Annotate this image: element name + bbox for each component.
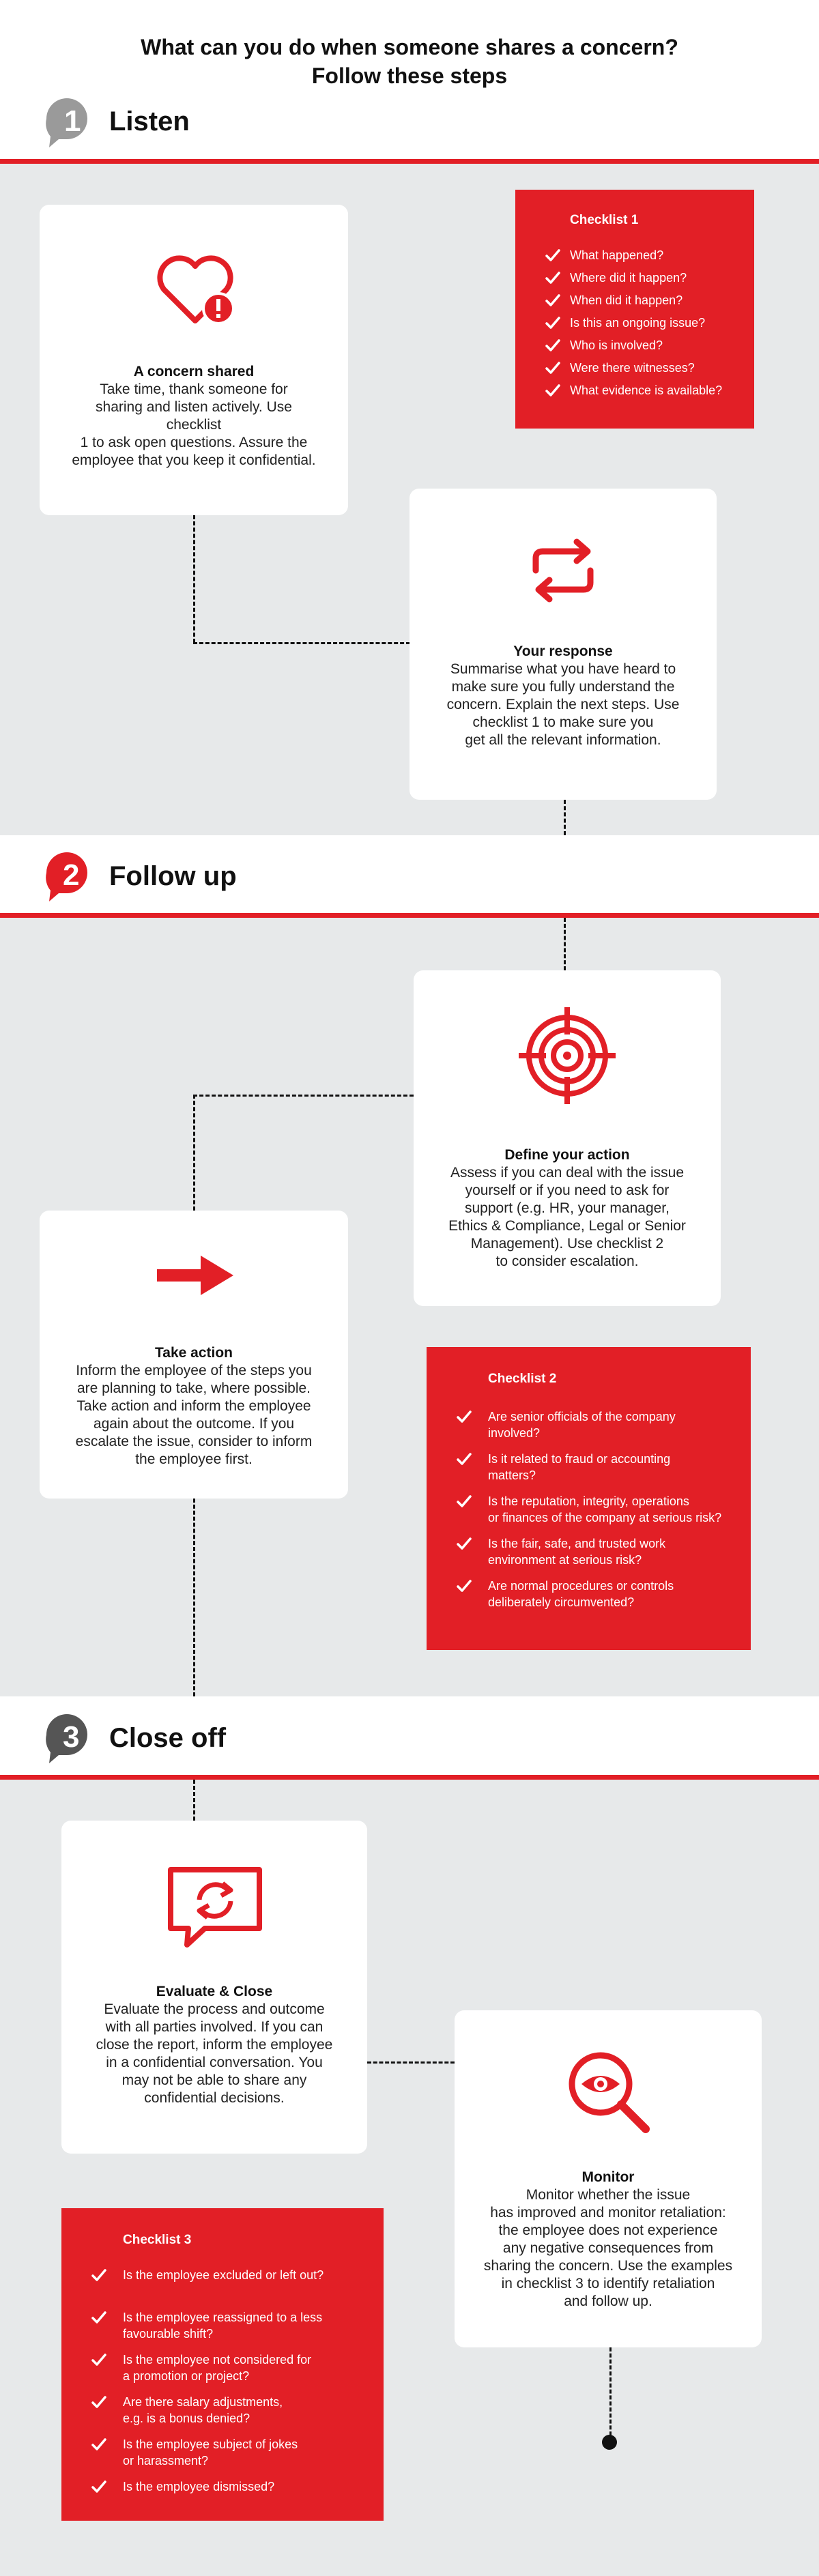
card-text: and follow up. <box>564 2293 652 2309</box>
refresh-chat-icon <box>164 1863 266 1952</box>
check-icon <box>545 293 560 308</box>
checklist-item-line: involved? <box>488 1426 541 1440</box>
card-monitor <box>455 2010 762 2347</box>
card-text: has improved and monitor retaliation: <box>490 2205 726 2220</box>
title-line-1: What can you do when someone shares a concern? <box>141 35 678 59</box>
check-icon <box>457 1536 472 1551</box>
card-text: checklist 1 to make sure you <box>472 714 654 730</box>
check-icon <box>91 2437 106 2452</box>
arrow-right-icon <box>153 1251 238 1299</box>
connector-line <box>193 642 410 644</box>
check-icon <box>545 383 560 398</box>
card-concern-shared <box>40 205 348 515</box>
checklist-item-line: Were there witnesses? <box>570 361 695 375</box>
card-define-action <box>414 970 721 1306</box>
checklist-item-line: Who is involved? <box>570 338 663 352</box>
connector-line <box>193 1095 195 1211</box>
card-text: get all the relevant information. <box>465 732 661 748</box>
card-text: Evaluate the process and outcome <box>104 2001 325 2017</box>
exchange-arrows-icon <box>522 530 604 611</box>
card-text: confidential decisions. <box>144 2090 285 2106</box>
checklist-item-line: deliberately circumvented? <box>488 1595 635 1609</box>
checklist-item <box>488 1493 721 1526</box>
end-dot <box>602 2435 617 2450</box>
card-text: concern. Explain the next steps. Use <box>446 697 680 712</box>
card-text: Take time, thank someone for <box>100 381 288 397</box>
checklist-title: Checklist 1 <box>570 213 639 227</box>
card-title: Define your action <box>504 1147 630 1163</box>
checklist-item-line: Are senior officials of the company <box>488 1410 676 1423</box>
checklist-item <box>570 337 663 353</box>
svg-text:3: 3 <box>63 1720 80 1754</box>
card-evaluate-close <box>61 1821 367 2154</box>
checklist-item <box>570 270 687 286</box>
checklist-item <box>123 2267 324 2283</box>
checklist-item <box>488 1451 670 1484</box>
card-your-response <box>410 489 717 800</box>
connector-line <box>564 800 566 835</box>
checklist-item-line: e.g. is a bonus denied? <box>123 2412 250 2425</box>
card-title: Your response <box>513 643 613 659</box>
check-icon <box>91 2479 106 2494</box>
section-divider <box>0 1775 819 1780</box>
card-text: yourself or if you need to ask for <box>465 1183 670 1198</box>
card-text: support (e.g. HR, your manager, <box>465 1200 670 1216</box>
card-text: Management). Use checklist 2 <box>470 1236 664 1251</box>
card-text: the employee first. <box>135 1451 253 1467</box>
check-icon <box>545 338 560 353</box>
card-text: Inform the employee of the steps you <box>76 1363 312 1378</box>
checklist-item-line: What happened? <box>570 248 664 262</box>
title-line-2: Follow these steps <box>311 63 508 88</box>
card-take-action <box>40 1211 348 1499</box>
checklist-item-line: Is the fair, safe, and trusted work <box>488 1537 666 1550</box>
connector-line <box>193 1095 414 1097</box>
checklist-title: Checklist 2 <box>488 1372 557 1386</box>
checklist-item <box>488 1408 676 1441</box>
card-text: in a confidential conversation. You <box>106 2055 323 2070</box>
checklist-item <box>123 2394 283 2427</box>
step-1-icon <box>40 96 101 150</box>
card-text: sharing and listen actively. Use checklist <box>96 399 292 433</box>
checklist-item-line: Is the employee reassigned to a less <box>123 2311 323 2324</box>
svg-text:2: 2 <box>63 858 80 892</box>
checklist-item <box>570 382 722 399</box>
checklist-item-line: Is the employee dismissed? <box>123 2480 275 2493</box>
card-text: make sure you fully understand the <box>451 679 675 695</box>
check-icon <box>457 1494 472 1509</box>
checklist-item-line: Is this an ongoing issue? <box>570 316 706 330</box>
section-divider <box>0 913 819 918</box>
card-text: are planning to take, where possible. <box>76 1380 311 1396</box>
target-icon <box>516 1004 618 1107</box>
checklist-item-line: What evidence is available? <box>570 383 723 397</box>
card-text: any negative consequences from <box>502 2240 714 2256</box>
checklist-item-line: favourable shift? <box>123 2327 214 2341</box>
checklist-item <box>570 292 682 308</box>
card-text: Take action and inform the employee <box>76 1398 311 1414</box>
checklist-3 <box>61 2208 384 2521</box>
card-text: in checklist 3 to identify retaliation <box>501 2276 715 2291</box>
check-icon <box>457 1451 472 1466</box>
connector-line <box>564 918 566 970</box>
checklist-item-line: Is the employee subject of jokes <box>123 2437 298 2451</box>
connector-line <box>193 1499 195 1696</box>
checklist-2 <box>427 1347 751 1650</box>
check-icon <box>457 1409 472 1424</box>
card-text: the employee does not experience <box>498 2223 718 2238</box>
checklist-item <box>570 315 705 331</box>
checklist-item <box>570 247 663 263</box>
checklist-item-line: Are normal procedures or controls <box>488 1579 674 1593</box>
checklist-item <box>123 2436 298 2469</box>
connector-line <box>193 1780 195 1821</box>
page-title <box>0 33 819 90</box>
card-title: Evaluate & Close <box>156 1984 273 1999</box>
check-icon <box>545 315 560 330</box>
card-text: Monitor whether the issue <box>526 2187 691 2203</box>
checklist-item <box>123 2309 322 2342</box>
checklist-1 <box>515 190 754 429</box>
checklist-item-line: matters? <box>488 1468 536 1482</box>
card-text: sharing the concern. Use the examples <box>483 2258 733 2274</box>
check-icon <box>545 248 560 263</box>
checklist-item-line: Is the reputation, integrity, operations <box>488 1494 689 1508</box>
card-title: A concern shared <box>133 364 255 379</box>
connector-line <box>609 2347 612 2442</box>
card-text: with all parties involved. If you can <box>105 2019 324 2035</box>
card-text: Ethics & Compliance, Legal or Senior <box>448 1218 686 1234</box>
check-icon <box>91 2268 106 2283</box>
check-icon <box>545 270 560 285</box>
card-title: Monitor <box>581 2169 635 2185</box>
section-title-listen: Listen <box>109 106 190 136</box>
card-text: employee that you keep it confidential. <box>72 452 316 468</box>
card-text: escalate the issue, consider to inform <box>75 1434 313 1449</box>
checklist-item <box>488 1578 674 1610</box>
check-icon <box>545 360 560 375</box>
checklist-title: Checklist 3 <box>123 2233 192 2247</box>
checklist-item-line: or finances of the company at serious risk? <box>488 1511 722 1524</box>
checklist-item <box>123 2478 274 2495</box>
card-text: Summarise what you have heard to <box>450 661 676 677</box>
check-icon <box>91 2310 106 2325</box>
checklist-item-line: Are there salary adjustments, <box>123 2395 283 2409</box>
card-text: close the report, inform the employee <box>96 2037 333 2053</box>
checklist-item-line: or harassment? <box>123 2454 209 2468</box>
checklist-item <box>123 2351 311 2384</box>
checklist-item-line: Is the employee not considered for <box>123 2353 312 2367</box>
checklist-item <box>488 1535 665 1568</box>
checklist-item-line: a promotion or project? <box>123 2369 250 2383</box>
step-3-icon <box>40 1711 101 1766</box>
card-text: to consider escalation. <box>495 1254 639 1269</box>
check-icon <box>457 1578 472 1593</box>
card-title: Take action <box>155 1345 233 1361</box>
card-text: again about the outcome. If you <box>93 1416 295 1432</box>
card-text: 1 to ask open questions. Assure the <box>80 435 308 450</box>
section-divider <box>0 159 819 164</box>
heart-alert-icon <box>153 250 238 332</box>
connector-line <box>367 2061 455 2064</box>
magnifier-eye-icon <box>564 2047 652 2136</box>
section-title-close-off: Close off <box>109 1723 227 1753</box>
checklist-item <box>570 360 695 376</box>
step-2-icon <box>40 850 101 904</box>
checklist-item-line: environment at serious risk? <box>488 1553 642 1567</box>
check-icon <box>91 2394 106 2409</box>
section-title-follow-up: Follow up <box>109 861 237 891</box>
checklist-item-line: Is it related to fraud or accounting <box>488 1452 671 1466</box>
checklist-item-line: Is the employee excluded or left out? <box>123 2268 324 2282</box>
check-icon <box>91 2352 106 2367</box>
card-text: Assess if you can deal with the issue <box>450 1165 684 1181</box>
svg-text:1: 1 <box>64 104 81 138</box>
checklist-item-line: Where did it happen? <box>570 271 687 285</box>
checklist-item-line: When did it happen? <box>570 293 683 307</box>
card-text: may not be able to share any <box>121 2072 307 2088</box>
connector-line <box>193 515 195 643</box>
